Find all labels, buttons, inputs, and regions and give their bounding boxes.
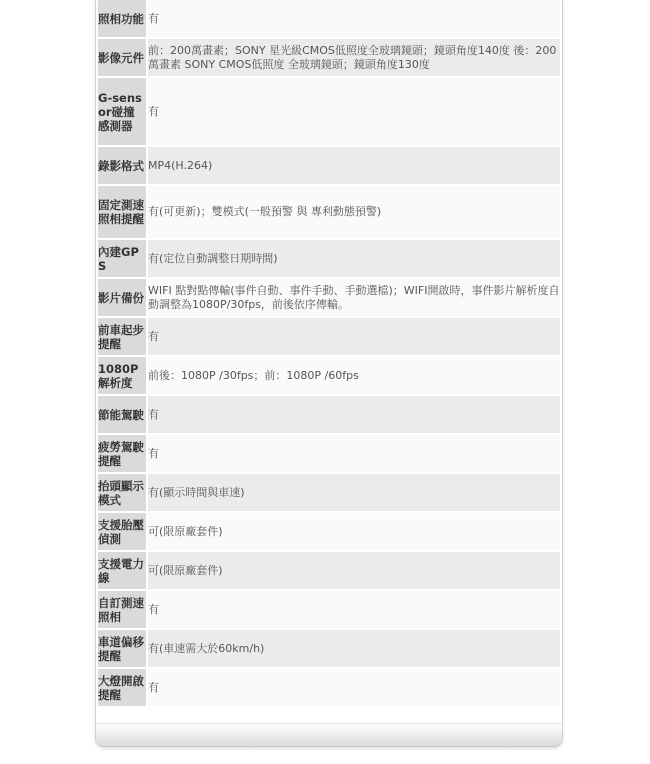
spec-label: 影像元件 xyxy=(98,39,148,76)
spec-panel xyxy=(95,0,563,747)
spec-row xyxy=(98,435,560,472)
spec-row xyxy=(98,513,560,550)
spec-value: 有 xyxy=(148,396,560,433)
spec-value: 前：200萬畫素；SONY 星光級CMOS低照度全玻璃鏡頭；鏡頭角度140度 後：200萬畫素 SONY CMOS低照度 全玻璃鏡頭；鏡頭角度130度 xyxy=(148,39,560,76)
spec-value: WIFI 點對點傳輸(事件自動、事件手動、手動選檔)；WIFI開啟時，事件影片解析度自動調整為1080P/30fps，前後依序傳輸。 xyxy=(148,279,560,316)
spec-value: 可(限原廠套件) xyxy=(148,552,560,589)
spec-row xyxy=(98,396,560,433)
spec-value: 有(可更新)；雙模式(一般預警 與 專利動態預警) xyxy=(148,186,560,238)
spec-label: 前車起步提醒 xyxy=(98,318,148,355)
spec-label: 內建GPS xyxy=(98,240,148,277)
spec-row xyxy=(98,552,560,589)
spec-row xyxy=(98,630,560,667)
spec-row xyxy=(98,669,560,706)
spec-row xyxy=(98,279,560,316)
spec-label: 固定測速照相提醒 xyxy=(98,186,148,238)
spec-row xyxy=(98,78,560,145)
spec-row xyxy=(98,318,560,355)
spec-row xyxy=(98,39,560,76)
spec-label: 1080P解析度 xyxy=(98,357,148,394)
spec-value: 有 xyxy=(148,78,560,145)
spec-value: 有(定位自動調整日期時間) xyxy=(148,240,560,277)
spec-value: 有 xyxy=(148,591,560,628)
spec-row xyxy=(98,240,560,277)
spec-value: 前後：1080P /30fps；前：1080P /60fps xyxy=(148,357,560,394)
spec-label: 支援胎壓偵測 xyxy=(98,513,148,550)
spec-row xyxy=(98,474,560,511)
spec-label: 錄影格式 xyxy=(98,147,148,184)
spec-label: 自訂測速照相 xyxy=(98,591,148,628)
spec-value: 有 xyxy=(148,318,560,355)
spec-label: G-sensor碰撞感測器 xyxy=(98,78,148,145)
spec-label: 車道偏移提醒 xyxy=(98,630,148,667)
spec-value: 有(車速需大於60km/h) xyxy=(148,630,560,667)
spec-label: 大燈開啟提醒 xyxy=(98,669,148,706)
spec-value: 有 xyxy=(148,435,560,472)
spec-label: 疲勞駕駛提醒 xyxy=(98,435,148,472)
spec-value: 有 xyxy=(148,669,560,706)
spec-label: 節能駕駛 xyxy=(98,396,148,433)
spec-value: 可(限原廠套件) xyxy=(148,513,560,550)
spec-row xyxy=(98,357,560,394)
spec-label: 照相功能 xyxy=(98,0,148,37)
spec-table xyxy=(98,0,560,708)
spec-row xyxy=(98,0,560,37)
spec-label: 影片備份 xyxy=(98,279,148,316)
spec-label: 抬頭顯示模式 xyxy=(98,474,148,511)
spec-value: 有 xyxy=(148,0,560,37)
spec-row xyxy=(98,147,560,184)
spec-value: MP4(H.264) xyxy=(148,147,560,184)
panel-bottom-bar xyxy=(96,723,562,746)
spec-label: 支援電力線 xyxy=(98,552,148,589)
spec-value: 有(顯示時間與車速) xyxy=(148,474,560,511)
spec-row xyxy=(98,186,560,238)
spec-row xyxy=(98,591,560,628)
